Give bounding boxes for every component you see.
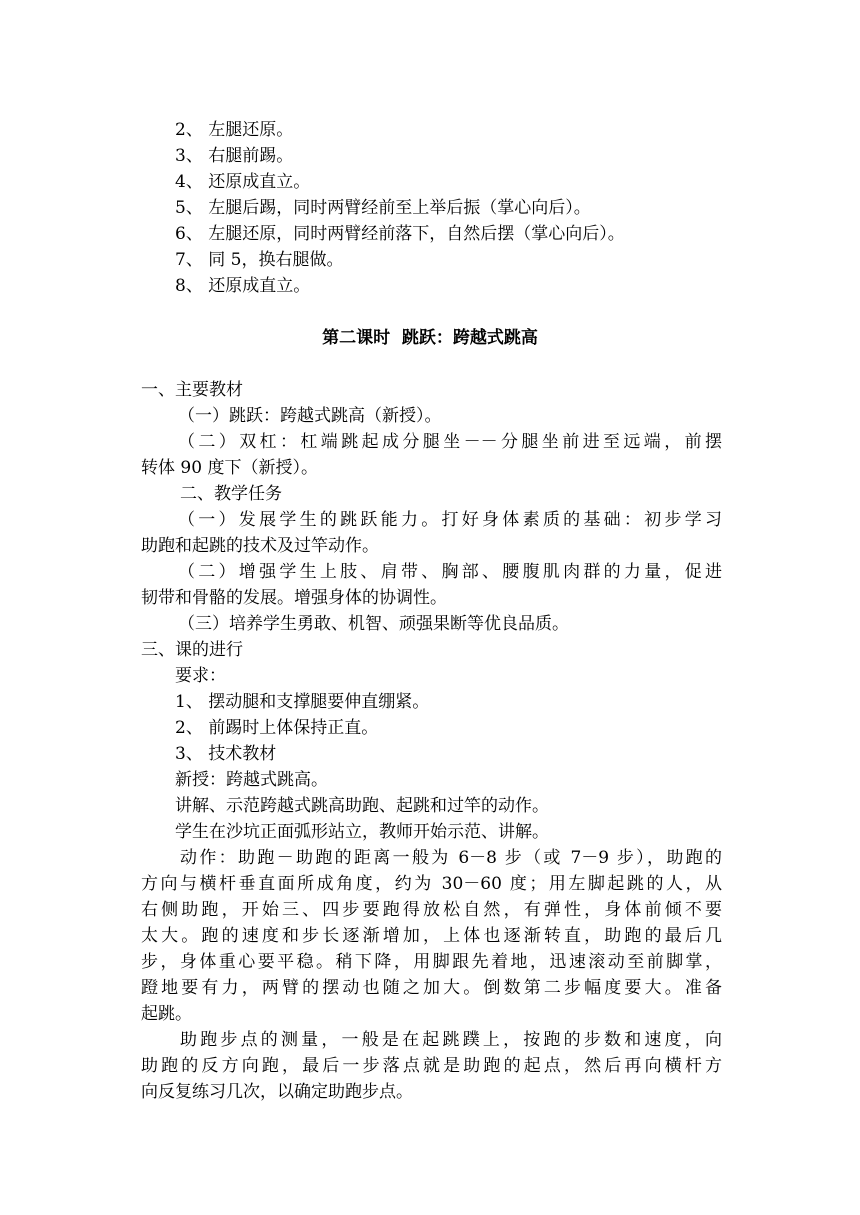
lesson-title: 第二课时 跳跃：跨越式跳高 [322, 328, 538, 348]
requirement-2: 2、 前踢时上体保持正直。 [175, 718, 379, 738]
section2-item2-line2: 韧带和骨骼的发展。增强身体的协调性。 [141, 588, 447, 608]
action-line-3: 右侧助跑，开始三、四步要跑得放松自然，有弹性，身体前倾不要 [141, 900, 722, 920]
requirement-3: 3、 技术教材 [175, 744, 277, 764]
step-6: 6、 左腿还原，同时两臂经前落下，自然后摆（掌心向后）。 [175, 224, 625, 244]
section2-heading: 二、教学任务 [180, 484, 282, 504]
step-4: 4、 还原成直立。 [175, 172, 311, 192]
section2-item2-line1: （二）增强学生上肢、肩带、胸部、腰腹肌肉群的力量，促进 [178, 562, 722, 582]
measure-line-2: 助跑的反方向跑，最后一步落点就是助跑的起点，然后再向横杆方 [141, 1056, 722, 1076]
action-line-5: 步，身体重心要平稳。稍下降，用脚跟先着地，迅速滚动至前脚掌， [141, 952, 722, 972]
section1-item2-line2: 转体 90 度下（新授）。 [141, 458, 318, 478]
action-line-6: 蹬地要有力，两臂的摆动也随之加大。倒数第二步幅度要大。准备 [141, 978, 722, 998]
section2-item1-line1: （一）发展学生的跳跃能力。打好身体素质的基础：初步学习 [178, 510, 722, 530]
new-lesson-line: 新授：跨越式跳高。 [175, 770, 328, 790]
step-2: 2、 左腿还原。 [175, 120, 294, 140]
section2-item3: （三）培养学生勇敢、机智、顽强果断等优良品质。 [178, 614, 569, 634]
action-line-4: 太大。跑的速度和步长逐渐增加，上体也逐渐转直，助跑的最后几 [141, 926, 722, 946]
stand-line: 学生在沙坑正面弧形站立，教师开始示范、讲解。 [175, 822, 549, 842]
action-line-1: 动作：助跑－助跑的距离一般为 6－8 步（或 7－9 步），助跑的 [180, 848, 722, 868]
step-3: 3、 右腿前踢。 [175, 146, 294, 166]
section3-heading: 三、课的进行 [141, 640, 243, 660]
section2-item1-line2: 助跑和起跳的技术及过竿动作。 [141, 536, 379, 556]
step-7: 7、 同 5，换右腿做。 [175, 250, 344, 270]
explain-line: 讲解、示范跨越式跳高助跑、起跳和过竿的动作。 [175, 796, 549, 816]
requirement-1: 1、 摆动腿和支撑腿要伸直绷紧。 [175, 692, 430, 712]
measure-line-3: 向反复练习几次，以确定助跑步点。 [141, 1082, 413, 1102]
section1-item2-line1: （二）双杠：杠端跳起成分腿坐－－分腿坐前进至远端，前摆 [178, 432, 722, 452]
step-5: 5、 左腿后踢，同时两臂经前至上举后振（掌心向后）。 [175, 198, 591, 218]
requirements-label: 要求： [175, 666, 226, 686]
action-line-7: 起跳。 [141, 1004, 192, 1024]
measure-line-1: 助跑步点的测量，一般是在起跳蹼上，按跑的步数和速度，向 [180, 1030, 722, 1050]
action-line-2: 方向与横杆垂直面所成角度，约为 30－60 度；用左脚起跳的人，从 [141, 874, 722, 894]
section1-item1: （一）跳跃：跨越式跳高（新授）。 [178, 406, 442, 426]
section1-heading: 一、主要教材 [141, 380, 243, 400]
step-8: 8、 还原成直立。 [175, 276, 311, 296]
